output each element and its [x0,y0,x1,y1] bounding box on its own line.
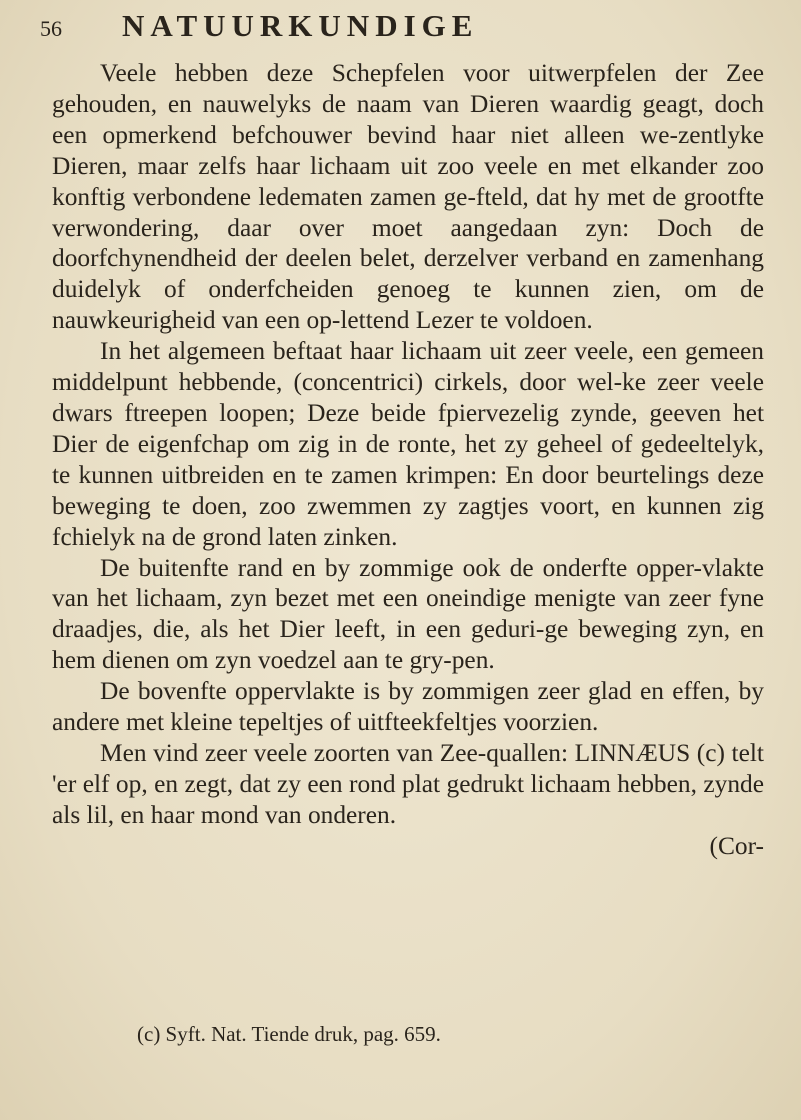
paragraph-4: De bovenfte oppervlakte is by zommigen zeer glad en effen, by andere met kleine tepeltjes of uitfteekfeltjes voorzien. [52,677,764,737]
paragraph-2: In het algemeen beftaat haar lichaam uit zeer veele, een gemeen middelpunt hebbende, (concentrici) cirkels, door wel-ke zeer veele dwars ftreepen loopen; Deze beide fpiervezelig zynde, geeven het Dier de eigenfchap om zig in de ronte, het zy geheel of gedeeltelyk, te kunnen uitbreiden en te zamen krimpen: En door beurtelings deze beweging te doen, zoo zwemmen zy zagtjes voort, en kunnen zig fchielyk na de grond laten zinken. [52,337,764,551]
running-head: NATUURKUNDIGE [122,8,479,43]
body-text [52,58,764,862]
page-header [40,8,740,48]
catchword: (Cor- [709,831,764,860]
paragraph-5: Men vind zeer veele zoorten van Zee-quallen: LINNÆUS (c) telt 'er elf op, en zegt, dat zy een rond plat gedrukt lichaam hebben, zynde als lil, en haar mond van onderen. [52,738,764,829]
paragraph-1: Veele hebben deze Schepfelen voor uitwerpfelen der Zee gehouden, en nauwelyks de naam van Dieren waardig geagt, doch een opmerkend befchouwer bevind haar niet alleen we-zentlyke Dieren, maar zelfs haar lichaam uit zoo veele en met elkander zoo konftig verbondene ledematen zamen ge-fteld, dat hy met de grootfte verwondering, daar over moet aangedaan zyn: Doch de doorfchynendheid der deelen belet, derzelver verband en zamenhang duidelyk of onderfcheiden genoeg te kunnen zien, om de nauwkeurigheid van een op-lettend Lezer te voldoen. [52,59,764,335]
paragraph-3: De buitenfte rand en by zommige ook de onderfte opper-vlakte van het lichaam, zyn bezet met een oneindige menigte van zeer fyne draadjes, die, als het Dier leeft, in een geduri-ge beweging zyn, en hem dienen om zyn voedzel aan te gry-pen. [52,553,764,675]
footnote: (c) Syft. Nat. Tiende druk, pag. 659. [137,1022,441,1046]
page-number: 56 [40,16,62,41]
